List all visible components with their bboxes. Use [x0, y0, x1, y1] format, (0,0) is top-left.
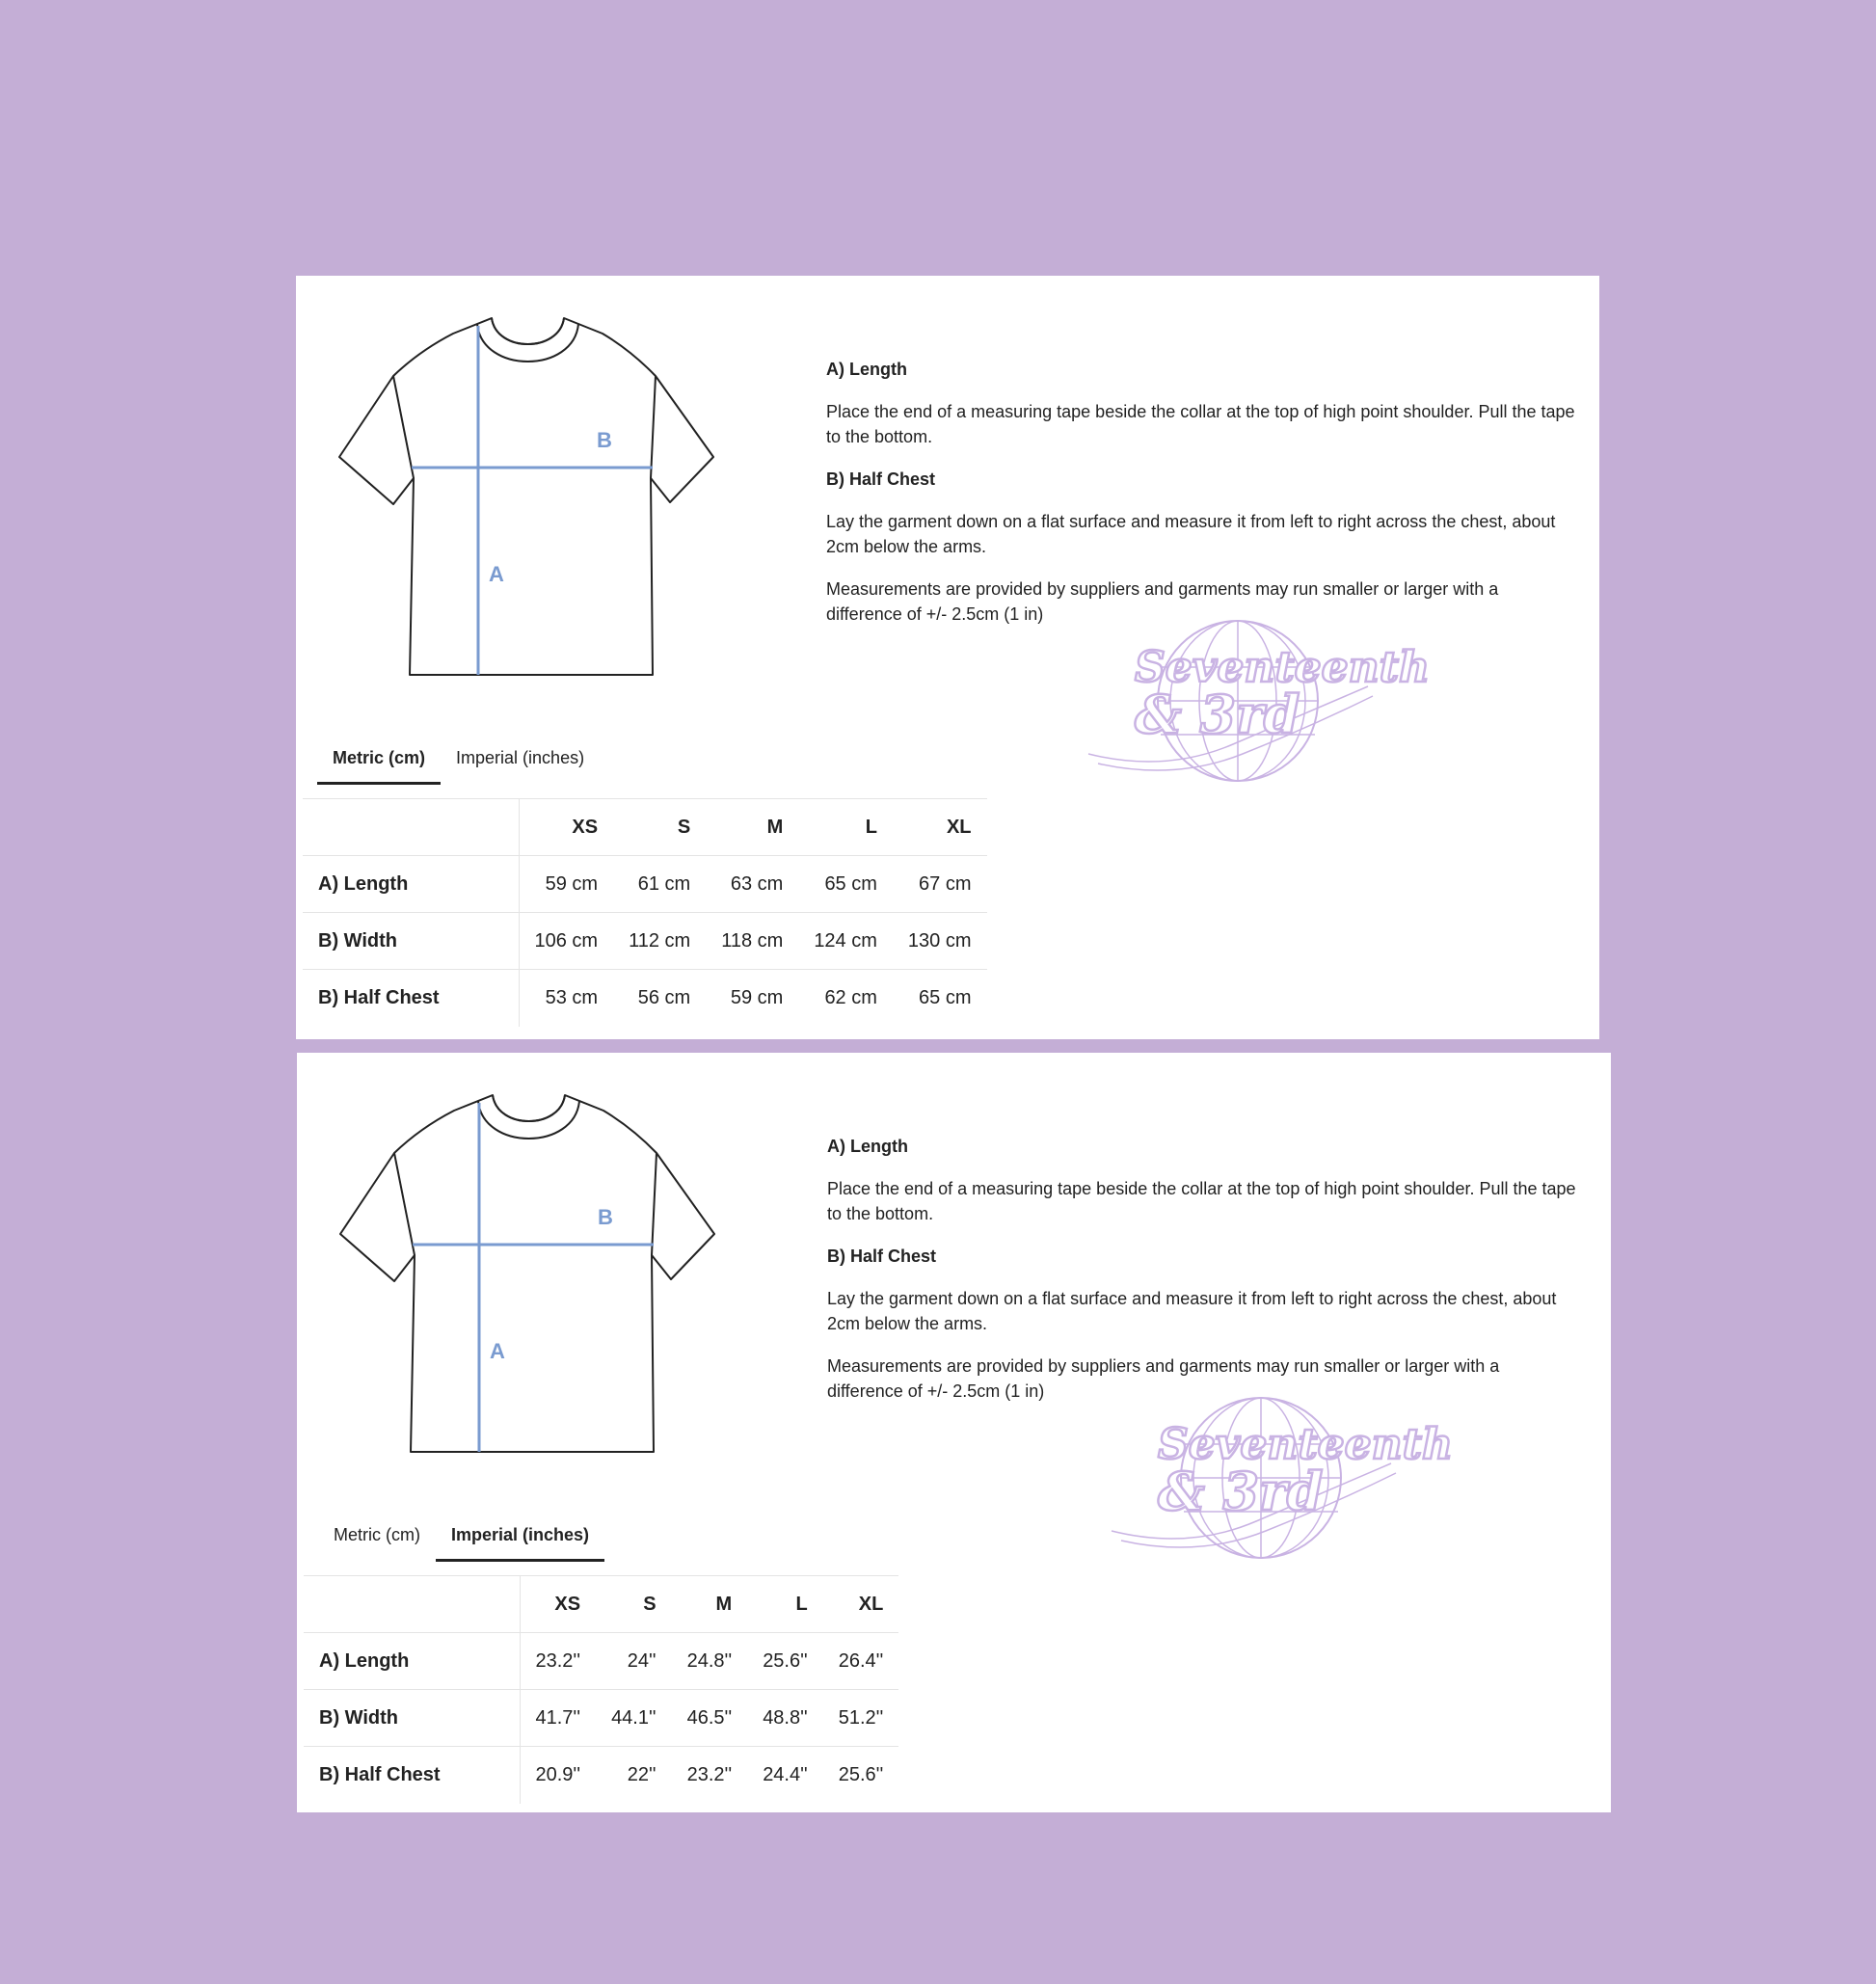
measurement-note: Measurements are provided by suppliers and garments may run smaller or larger with a difference of +/- 2.5cm (1 in) — [827, 1356, 1500, 1401]
length-heading: A) Length — [827, 1137, 908, 1156]
table-cell: 51.2'' — [823, 1690, 899, 1747]
table-cell: 65 cm — [798, 856, 893, 913]
size-header: XS — [520, 1576, 596, 1633]
row-label: B) Width — [303, 913, 519, 970]
table-cell: 26.4'' — [823, 1633, 899, 1690]
size-guide-card-imperial — [297, 1053, 1611, 1812]
size-header: S — [613, 799, 706, 856]
table-cell: 106 cm — [519, 913, 613, 970]
tshirt-icon — [324, 1082, 758, 1467]
chest-text: Lay the garment down on a flat surface and measure it from left to right across the chest, about 2cm below the arms. — [826, 512, 1556, 556]
table-cell: 23.2'' — [520, 1633, 596, 1690]
label-a: A — [489, 562, 504, 586]
table-cell: 24'' — [596, 1633, 672, 1690]
size-header: XL — [823, 1576, 899, 1633]
watermark-line2: & 3rd — [1135, 684, 1300, 745]
tab-imperial[interactable]: Imperial (inches) — [436, 1521, 604, 1562]
tab-metric[interactable]: Metric (cm) — [317, 744, 441, 785]
table-row — [304, 1747, 898, 1804]
tshirt-diagram — [324, 1082, 758, 1467]
table-cell: 48.8'' — [747, 1690, 823, 1747]
label-b: B — [597, 428, 612, 452]
brand-watermark-logo — [1088, 609, 1430, 792]
size-header: XL — [893, 799, 987, 856]
size-header: S — [596, 1576, 672, 1633]
length-text: Place the end of a measuring tape beside the collar at the top of high point shoulder. Pull the tape to the bottom. — [826, 402, 1575, 446]
tab-imperial[interactable]: Imperial (inches) — [456, 748, 585, 767]
table-cell: 20.9'' — [520, 1747, 596, 1804]
table-cell: 124 cm — [798, 913, 893, 970]
table-corner-cell — [303, 799, 519, 856]
label-b: B — [598, 1205, 613, 1229]
table-cell: 25.6'' — [823, 1747, 899, 1804]
table-cell: 53 cm — [519, 970, 613, 1027]
table-row — [303, 970, 987, 1027]
measurement-instructions — [827, 1134, 1579, 1421]
size-guide-card-metric — [296, 276, 1599, 1039]
row-label: A) Length — [303, 856, 519, 913]
table-cell: 130 cm — [893, 913, 987, 970]
table-cell: 65 cm — [893, 970, 987, 1027]
size-header: M — [672, 1576, 748, 1633]
table-cell: 67 cm — [893, 856, 987, 913]
table-cell: 44.1'' — [596, 1690, 672, 1747]
tab-metric[interactable]: Metric (cm) — [334, 1525, 420, 1544]
size-header: M — [706, 799, 798, 856]
table-cell: 112 cm — [613, 913, 706, 970]
chest-heading: B) Half Chest — [826, 469, 936, 489]
chest-text: Lay the garment down on a flat surface and measure it from left to right across the chest, about 2cm below the arms. — [827, 1289, 1557, 1333]
size-header: L — [798, 799, 893, 856]
label-a: A — [490, 1339, 505, 1363]
row-label: B) Width — [304, 1690, 520, 1747]
row-label: A) Length — [304, 1633, 520, 1690]
row-label: B) Half Chest — [303, 970, 519, 1027]
tshirt-diagram — [323, 305, 757, 690]
measurement-note: Measurements are provided by suppliers and garments may run smaller or larger with a difference of +/- 2.5cm (1 in) — [826, 579, 1499, 624]
brand-watermark-logo — [1112, 1386, 1453, 1569]
size-table — [304, 1575, 898, 1804]
table-cell: 24.8'' — [672, 1633, 748, 1690]
table-row — [303, 913, 987, 970]
table-cell: 23.2'' — [672, 1747, 748, 1804]
table-cell: 118 cm — [706, 913, 798, 970]
table-header-row — [304, 1576, 898, 1633]
table-cell: 61 cm — [613, 856, 706, 913]
watermark-line2: & 3rd — [1158, 1461, 1324, 1522]
table-row — [304, 1690, 898, 1747]
tshirt-icon — [323, 305, 757, 690]
table-header-row — [303, 799, 987, 856]
table-cell: 56 cm — [613, 970, 706, 1027]
size-table — [303, 798, 987, 1027]
table-corner-cell — [304, 1576, 520, 1633]
table-row — [303, 856, 987, 913]
table-cell: 46.5'' — [672, 1690, 748, 1747]
watermark-line1: Seventeenth — [1158, 1420, 1453, 1469]
table-cell: 24.4'' — [747, 1747, 823, 1804]
chest-heading: B) Half Chest — [827, 1247, 937, 1266]
table-cell: 25.6'' — [747, 1633, 823, 1690]
unit-tabs — [318, 1521, 604, 1562]
row-label: B) Half Chest — [304, 1747, 520, 1804]
length-text: Place the end of a measuring tape beside the collar at the top of high point shoulder. Pull the tape to the bottom. — [827, 1179, 1576, 1223]
length-heading: A) Length — [826, 360, 907, 379]
unit-tabs — [317, 744, 600, 785]
size-header: L — [747, 1576, 823, 1633]
table-cell: 59 cm — [706, 970, 798, 1027]
table-row — [304, 1633, 898, 1690]
watermark-line1: Seventeenth — [1135, 643, 1430, 692]
measurement-instructions — [826, 357, 1578, 644]
table-cell: 22'' — [596, 1747, 672, 1804]
table-cell: 62 cm — [798, 970, 893, 1027]
table-cell: 41.7'' — [520, 1690, 596, 1747]
size-header: XS — [519, 799, 613, 856]
table-cell: 59 cm — [519, 856, 613, 913]
table-cell: 63 cm — [706, 856, 798, 913]
